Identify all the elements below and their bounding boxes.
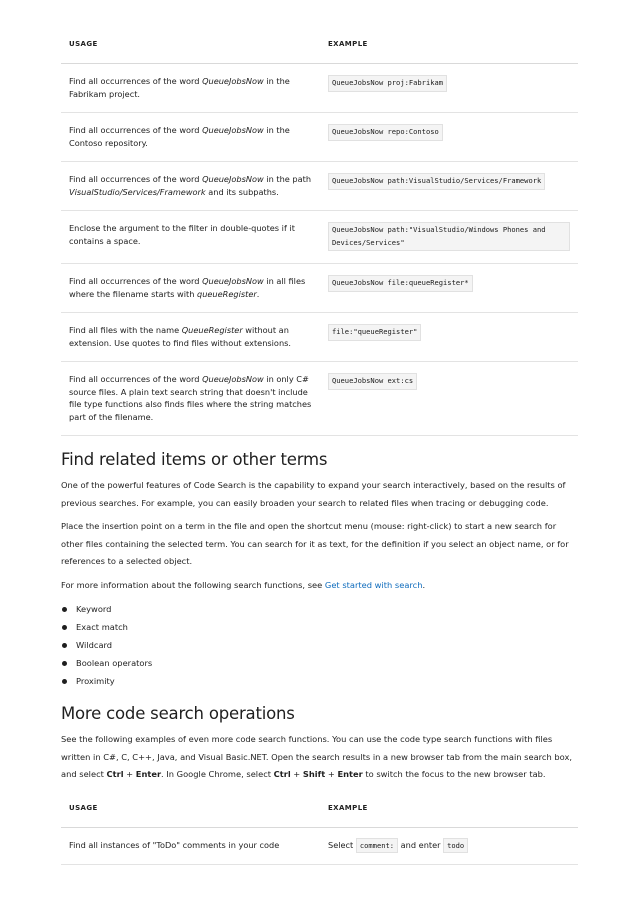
code-sample: QueueJobsNow repo:Contoso	[328, 124, 443, 141]
bullet-icon	[62, 679, 67, 684]
usage-cell: Find all occurrences of the word QueueJobsNow in only C# source files. A plain text search string that doesn't include file type functions also finds files where the string matches part of the filename.	[61, 362, 320, 436]
key-shift: Shift	[302, 769, 326, 779]
table-header-row	[61, 28, 578, 64]
usage-column-header: USAGE	[61, 28, 320, 64]
bullet-icon	[62, 643, 67, 648]
list-item: Keyword	[61, 600, 578, 618]
table-row	[61, 211, 578, 264]
example-cell	[320, 211, 578, 264]
section-heading-related: Find related items or other terms	[61, 450, 328, 469]
example-cell	[320, 64, 578, 113]
list-item: Proximity	[61, 672, 578, 690]
examples-table	[61, 28, 578, 436]
paragraph: See the following examples of even more code search functions. You can use the code type search functions with files written in C#, C, C++, Java, and Visual Basic.NET. Open the search results in a new browser tab from the main search box, and select Ctrl + Enter. In Google Chrome, select Ctrl + Shift + Enter to switch the focus to the new browser tab.	[61, 734, 572, 779]
example-column-header: EXAMPLE	[320, 792, 578, 828]
paragraph: For more information about the following search functions, see Get started with search.	[61, 579, 426, 590]
usage-cell: Find all occurrences of the word QueueJobsNow in the Fabrikam project.	[61, 64, 320, 113]
bullet-icon	[62, 661, 67, 666]
table-row	[61, 827, 578, 864]
section-heading-more-operations: More code search operations	[61, 704, 295, 723]
example-cell	[320, 113, 578, 162]
table-row	[61, 264, 578, 313]
list-item: Boolean operators	[61, 654, 578, 672]
code-sample: comment:	[356, 838, 398, 853]
code-sample: QueueJobsNow path:VisualStudio/Services/Framework	[328, 173, 545, 190]
list-item: Wildcard	[61, 636, 578, 654]
code-sample: file:"queueRegister"	[328, 324, 421, 341]
key-ctrl: Ctrl	[273, 769, 291, 779]
example-column-header: EXAMPLE	[320, 28, 578, 64]
key-ctrl: Ctrl	[106, 769, 124, 779]
table-row	[61, 313, 578, 362]
usage-cell: Find all occurrences of the word QueueJobsNow in the Contoso repository.	[61, 113, 320, 162]
usage-cell: Enclose the argument to the filter in double-quotes if it contains a space.	[61, 211, 320, 264]
code-sample: QueueJobsNow file:queueRegister*	[328, 275, 473, 292]
bullet-icon	[62, 625, 67, 630]
usage-cell: Find all instances of "ToDo" comments in your code	[61, 827, 320, 864]
example-cell: Select comment: and enter todo	[320, 827, 578, 864]
usage-cell: Find all occurrences of the word QueueJobsNow in all files where the filename starts with queueRegister.	[61, 264, 320, 313]
search-functions-list	[61, 600, 578, 690]
example-cell	[320, 313, 578, 362]
get-started-link[interactable]: Get started with search	[324, 579, 423, 590]
table-row	[61, 64, 578, 113]
paragraph: One of the powerful features of Code Search is the capability to expand your search interactively, based on the results of previous searches. For example, you can easily broaden your search to related files when tracing or debugging code.	[61, 480, 566, 508]
table-header-row	[61, 792, 578, 828]
table-row	[61, 162, 578, 211]
code-sample: todo	[443, 838, 468, 853]
list-item: Exact match	[61, 618, 578, 636]
table-row	[61, 362, 578, 436]
usage-cell: Find all files with the name QueueRegister without an extension. Use quotes to find files without extensions.	[61, 313, 320, 362]
key-enter: Enter	[135, 769, 162, 779]
table-row	[61, 113, 578, 162]
paragraph: Place the insertion point on a term in the file and open the shortcut menu (mouse: right-click) to start a new search for other files containing the selected term. You can search for it as text, for the definition if you select an object name, or for references to a selected object.	[61, 521, 569, 566]
example-cell	[320, 362, 578, 436]
code-sample: QueueJobsNow proj:Fabrikam	[328, 75, 447, 92]
document-page	[61, 28, 578, 865]
code-sample: QueueJobsNow ext:cs	[328, 373, 417, 390]
key-enter: Enter	[337, 769, 363, 779]
example-cell	[320, 162, 578, 211]
usage-cell: Find all occurrences of the word QueueJobsNow in the path VisualStudio/Services/Framework and its subpaths.	[61, 162, 320, 211]
operations-table	[61, 792, 578, 865]
usage-column-header: USAGE	[61, 792, 320, 828]
bullet-icon	[62, 607, 67, 612]
example-cell	[320, 264, 578, 313]
code-sample: QueueJobsNow path:"VisualStudio/Windows Phones and Devices/Services"	[328, 222, 570, 251]
